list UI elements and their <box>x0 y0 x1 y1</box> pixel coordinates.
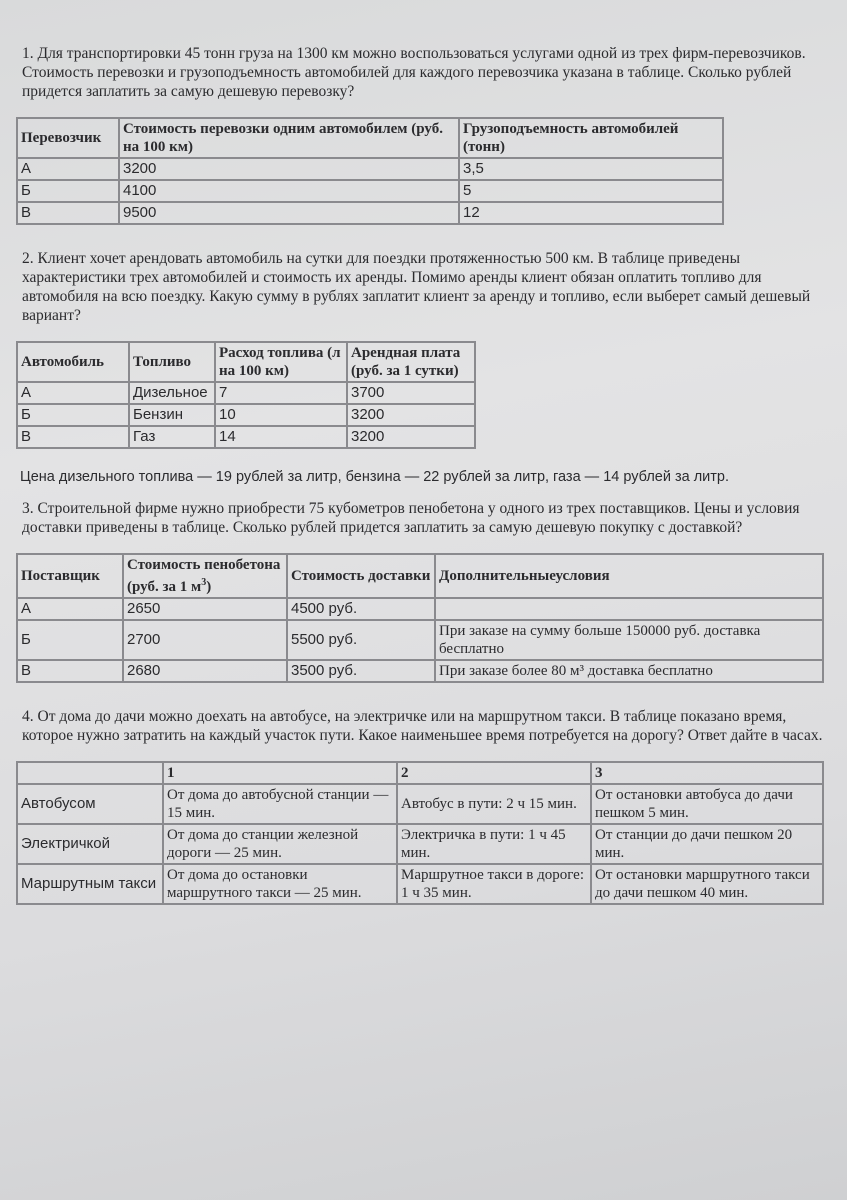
table-header-row <box>17 762 823 784</box>
column-header: Дополнительныеусловия <box>435 554 823 598</box>
table-cell: В <box>17 202 119 224</box>
table-row <box>17 180 723 202</box>
task-2-text: 2. Клиент хочет арендовать автомобиль на сутки для поездки протяженностью 500 км. В таблице приведены характеристики трех автомобилей и стоимость их аренды. Помимо аренды клиент обязан оплатить топливо для автомобиля на всю поездку. Какую сумму в рублях заплатит клиент за аренду и топливо, если выберет самый дешевый вариант? <box>22 250 811 324</box>
table-row <box>17 864 823 904</box>
table-cell: 3200 <box>119 158 459 180</box>
column-header-text: Стоимость пенобетона (руб. за 1 м <box>127 557 281 595</box>
task-4-text: 4. От дома до дачи можно доехать на автобусе, на электричке или на маршрутном такси. В таблице показано время, которое нужно затратить на каждый участок пути. Какое наименьшее время потребуется на дорогу? Ответ дайте в часах. <box>22 708 823 744</box>
table-cell: А <box>17 158 119 180</box>
table-cell: При заказе более 80 м³ доставка бесплатно <box>435 660 823 682</box>
task-4-table <box>16 761 824 905</box>
table-cell: От остановки маршрутного такси до дачи пешком 40 мин. <box>591 864 823 904</box>
column-header: Расход топлива (л на 100 км) <box>215 342 347 382</box>
table-cell: А <box>17 382 129 404</box>
table-row <box>17 404 475 426</box>
table-cell: 7 <box>215 382 347 404</box>
table-cell: Дизельное <box>129 382 215 404</box>
task-2-table <box>16 341 476 449</box>
cube-superscript: 3 <box>201 577 207 588</box>
table-row <box>17 620 823 660</box>
table-cell: Маршрутным такси <box>17 864 163 904</box>
table-cell: Автобусом <box>17 784 163 824</box>
table-cell: Маршрутное такси в дороге: 1 ч 35 мин. <box>397 864 591 904</box>
table-row <box>17 824 823 864</box>
column-header: 2 <box>397 762 591 784</box>
table-cell: 3500 руб. <box>287 660 435 682</box>
table-cell: От дома до автобусной станции — 15 мин. <box>163 784 397 824</box>
column-header: Арендная плата (руб. за 1 сутки) <box>347 342 475 382</box>
table-cell: 10 <box>215 404 347 426</box>
table-cell: 9500 <box>119 202 459 224</box>
table-header-row <box>17 554 823 598</box>
table-cell: 2650 <box>123 598 287 620</box>
column-header: Стоимость доставки <box>287 554 435 598</box>
task-1-table <box>16 117 724 225</box>
column-header: Топливо <box>129 342 215 382</box>
table-header-row <box>17 342 475 382</box>
table-cell: 12 <box>459 202 723 224</box>
column-header: Автомобиль <box>17 342 129 382</box>
fuel-price-note: Цена дизельного топлива — 19 рублей за литр, бензина — 22 рублей за литр, газа — 14 рублей за литр. <box>20 469 730 485</box>
table-cell: Б <box>17 620 123 660</box>
table-row <box>17 382 475 404</box>
table-cell: 2680 <box>123 660 287 682</box>
table-row <box>17 660 823 682</box>
column-header: 1 <box>163 762 397 784</box>
table-cell: 4500 руб. <box>287 598 435 620</box>
table-cell: Б <box>17 404 129 426</box>
task-3-table <box>16 553 824 683</box>
table-cell: Б <box>17 180 119 202</box>
column-header: Стоимость перевозки одним автомобилем (руб. на 100 км) <box>119 118 459 158</box>
column-header: Поставщик <box>17 554 123 598</box>
table-row <box>17 426 475 448</box>
table-cell: Электричка в пути: 1 ч 45 мин. <box>397 824 591 864</box>
column-header <box>17 762 163 784</box>
table-cell: 3200 <box>347 426 475 448</box>
column-header: 3 <box>591 762 823 784</box>
table-cell: От дома до остановки маршрутного такси — 25 мин. <box>163 864 397 904</box>
table-row <box>17 158 723 180</box>
table-cell: От дома до станции железной дороги — 25 мин. <box>163 824 397 864</box>
table-cell: 3200 <box>347 404 475 426</box>
table-cell: 2700 <box>123 620 287 660</box>
task-1-text: 1. Для транспортировки 45 тонн груза на 1300 км можно воспользоваться услугами одной из трех фирм-перевозчиков. Стоимость перевозки и грузоподъемность автомобилей для каждого перевозчика указана в таблице. Сколько рублей придется заплатить за самую дешевую перевозку? <box>22 45 806 100</box>
table-cell: 14 <box>215 426 347 448</box>
table-cell: В <box>17 660 123 682</box>
table-cell: 3700 <box>347 382 475 404</box>
column-header: Перевозчик <box>17 118 119 158</box>
table-cell: Газ <box>129 426 215 448</box>
table-cell: 5500 руб. <box>287 620 435 660</box>
table-cell: От станции до дачи пешком 20 мин. <box>591 824 823 864</box>
table-cell: Электричкой <box>17 824 163 864</box>
table-header-row <box>17 118 723 158</box>
table-cell: В <box>17 426 129 448</box>
table-cell <box>435 598 823 620</box>
table-cell: 5 <box>459 180 723 202</box>
table-cell: Бензин <box>129 404 215 426</box>
table-cell: При заказе на сумму больше 150000 руб. доставка бесплатно <box>435 620 823 660</box>
table-cell: 3,5 <box>459 158 723 180</box>
task-3-text: 3. Строительной фирме нужно приобрести 75 кубометров пенобетона у одного из трех поставщиков. Цены и условия доставки приведены в таблице. Сколько рублей придется заплатить за самую дешевую покупку с доставкой? <box>22 500 800 536</box>
table-cell: Автобус в пути: 2 ч 15 мин. <box>397 784 591 824</box>
column-header: Стоимость пенобетона (руб. за 1 $м^3$) <box>123 554 287 598</box>
column-header: Грузоподъемность автомобилей (тонн) <box>459 118 723 158</box>
table-cell: А <box>17 598 123 620</box>
table-row <box>17 202 723 224</box>
table-row <box>17 598 823 620</box>
table-cell: 4100 <box>119 180 459 202</box>
table-cell: От остановки автобуса до дачи пешком 5 мин. <box>591 784 823 824</box>
table-row <box>17 784 823 824</box>
